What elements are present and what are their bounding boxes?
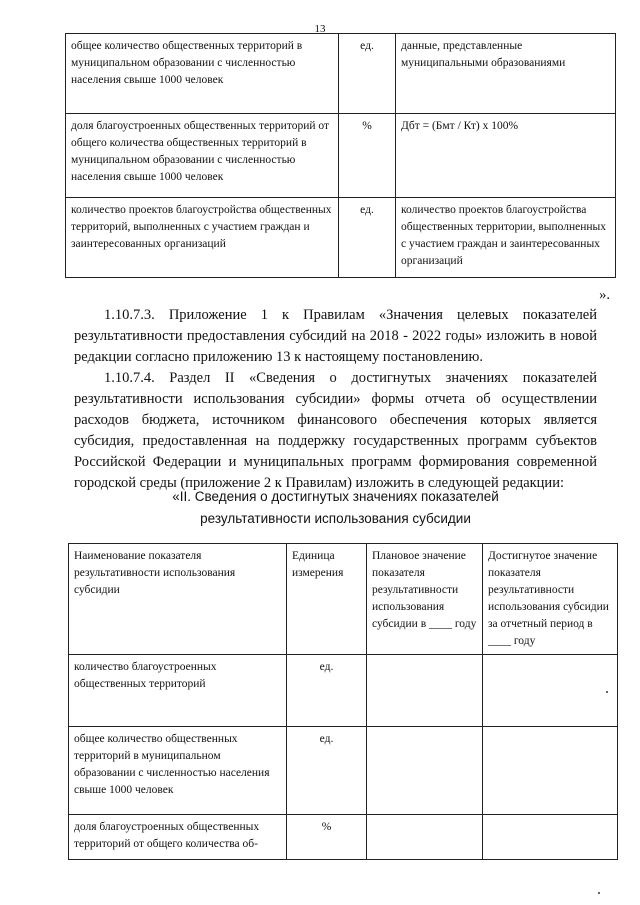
table-row bbox=[66, 34, 616, 114]
indicator-cell: доля благоустроенных общественных территорий от общего количества об- bbox=[69, 815, 287, 860]
unit-cell: % bbox=[339, 114, 396, 198]
header-achieved: Достигнутое значение показателя результативности использования субсидии за отчетный период в ____ году bbox=[483, 544, 618, 655]
table-row bbox=[69, 655, 618, 727]
indicators-method-table bbox=[65, 33, 616, 278]
table-header-row bbox=[69, 544, 618, 655]
unit-cell: ед. bbox=[287, 727, 367, 815]
achieved-values-table bbox=[68, 543, 618, 860]
indicator-cell: общее количество общественных территорий в муниципальном образовании с численностью населения свыше 1000 человек bbox=[66, 34, 339, 114]
unit-cell: ед. bbox=[339, 34, 396, 114]
scan-speck bbox=[598, 892, 600, 894]
method-cell: данные, представленные муниципальными образованиями bbox=[396, 34, 616, 114]
indicator-cell: общее количество общественных территорий в муниципальном образовании с численностью населения свыше 1000 человек bbox=[69, 727, 287, 815]
closing-quote: ». bbox=[599, 287, 610, 303]
header-unit: Единица измерения bbox=[287, 544, 367, 655]
paragraph-1-10-7-4: 1.10.7.4. Раздел II «Сведения о достигнутых значениях показателей результативности использования субсидии» формы отчета об осуществлении расходов бюджета, источником финансового обеспечения которых является субсидия, предоставленная на поддержку государственных программ субъектов Российской Федерации и муниципальных программ формирования современной городской среды (приложение 2 к Правилам) изложить в следующей редакции: bbox=[74, 370, 597, 491]
planned-cell bbox=[367, 815, 483, 860]
header-planned: Плановое значение показателя результативности использования субсидии в ____ году bbox=[367, 544, 483, 655]
page-number: 13 bbox=[314, 23, 326, 35]
planned-cell bbox=[367, 655, 483, 727]
achieved-cell bbox=[483, 815, 618, 860]
unit-cell: ед. bbox=[339, 198, 396, 278]
method-cell: Дбт = (Бмт / Кт) х 100% bbox=[396, 114, 616, 198]
planned-cell bbox=[367, 727, 483, 815]
section-heading-line-1: «II. Сведения о достигнутых значениях показателей bbox=[172, 489, 499, 504]
indicator-cell: доля благоустроенных общественных территорий от общего количества общественных территорий в муниципальном образовании с численностью населения свыше 1000 человек bbox=[66, 114, 339, 198]
table-row bbox=[69, 727, 618, 815]
paragraph-1-10-7-3: 1.10.7.3. Приложение 1 к Правилам «Значения целевых показателей результативности предоставления субсидий на 2018 - 2022 годы» изложить в новой редакции согласно приложению 13 к настоящему постановлению. bbox=[74, 307, 597, 365]
achieved-cell bbox=[483, 727, 618, 815]
unit-cell: ед. bbox=[287, 655, 367, 727]
scan-speck bbox=[606, 691, 608, 693]
section-heading-line-2: результативности использования субсидии bbox=[200, 511, 471, 526]
achieved-cell bbox=[483, 655, 618, 727]
indicator-cell: количество благоустроенных общественных территорий bbox=[69, 655, 287, 727]
header-indicator: Наименование показателя результативности использования субсидии bbox=[69, 544, 287, 655]
table-row bbox=[69, 815, 618, 860]
indicator-cell: количество проектов благоустройства общественных территорий, выполненных с участием граждан и заинтересованных организаций bbox=[66, 198, 339, 278]
table-row bbox=[66, 198, 616, 278]
unit-cell: % bbox=[287, 815, 367, 860]
method-cell: количество проектов благоустройства общественных территории, выполненных с участием граждан и заинтересованных организаций bbox=[396, 198, 616, 278]
table-row bbox=[66, 114, 616, 198]
